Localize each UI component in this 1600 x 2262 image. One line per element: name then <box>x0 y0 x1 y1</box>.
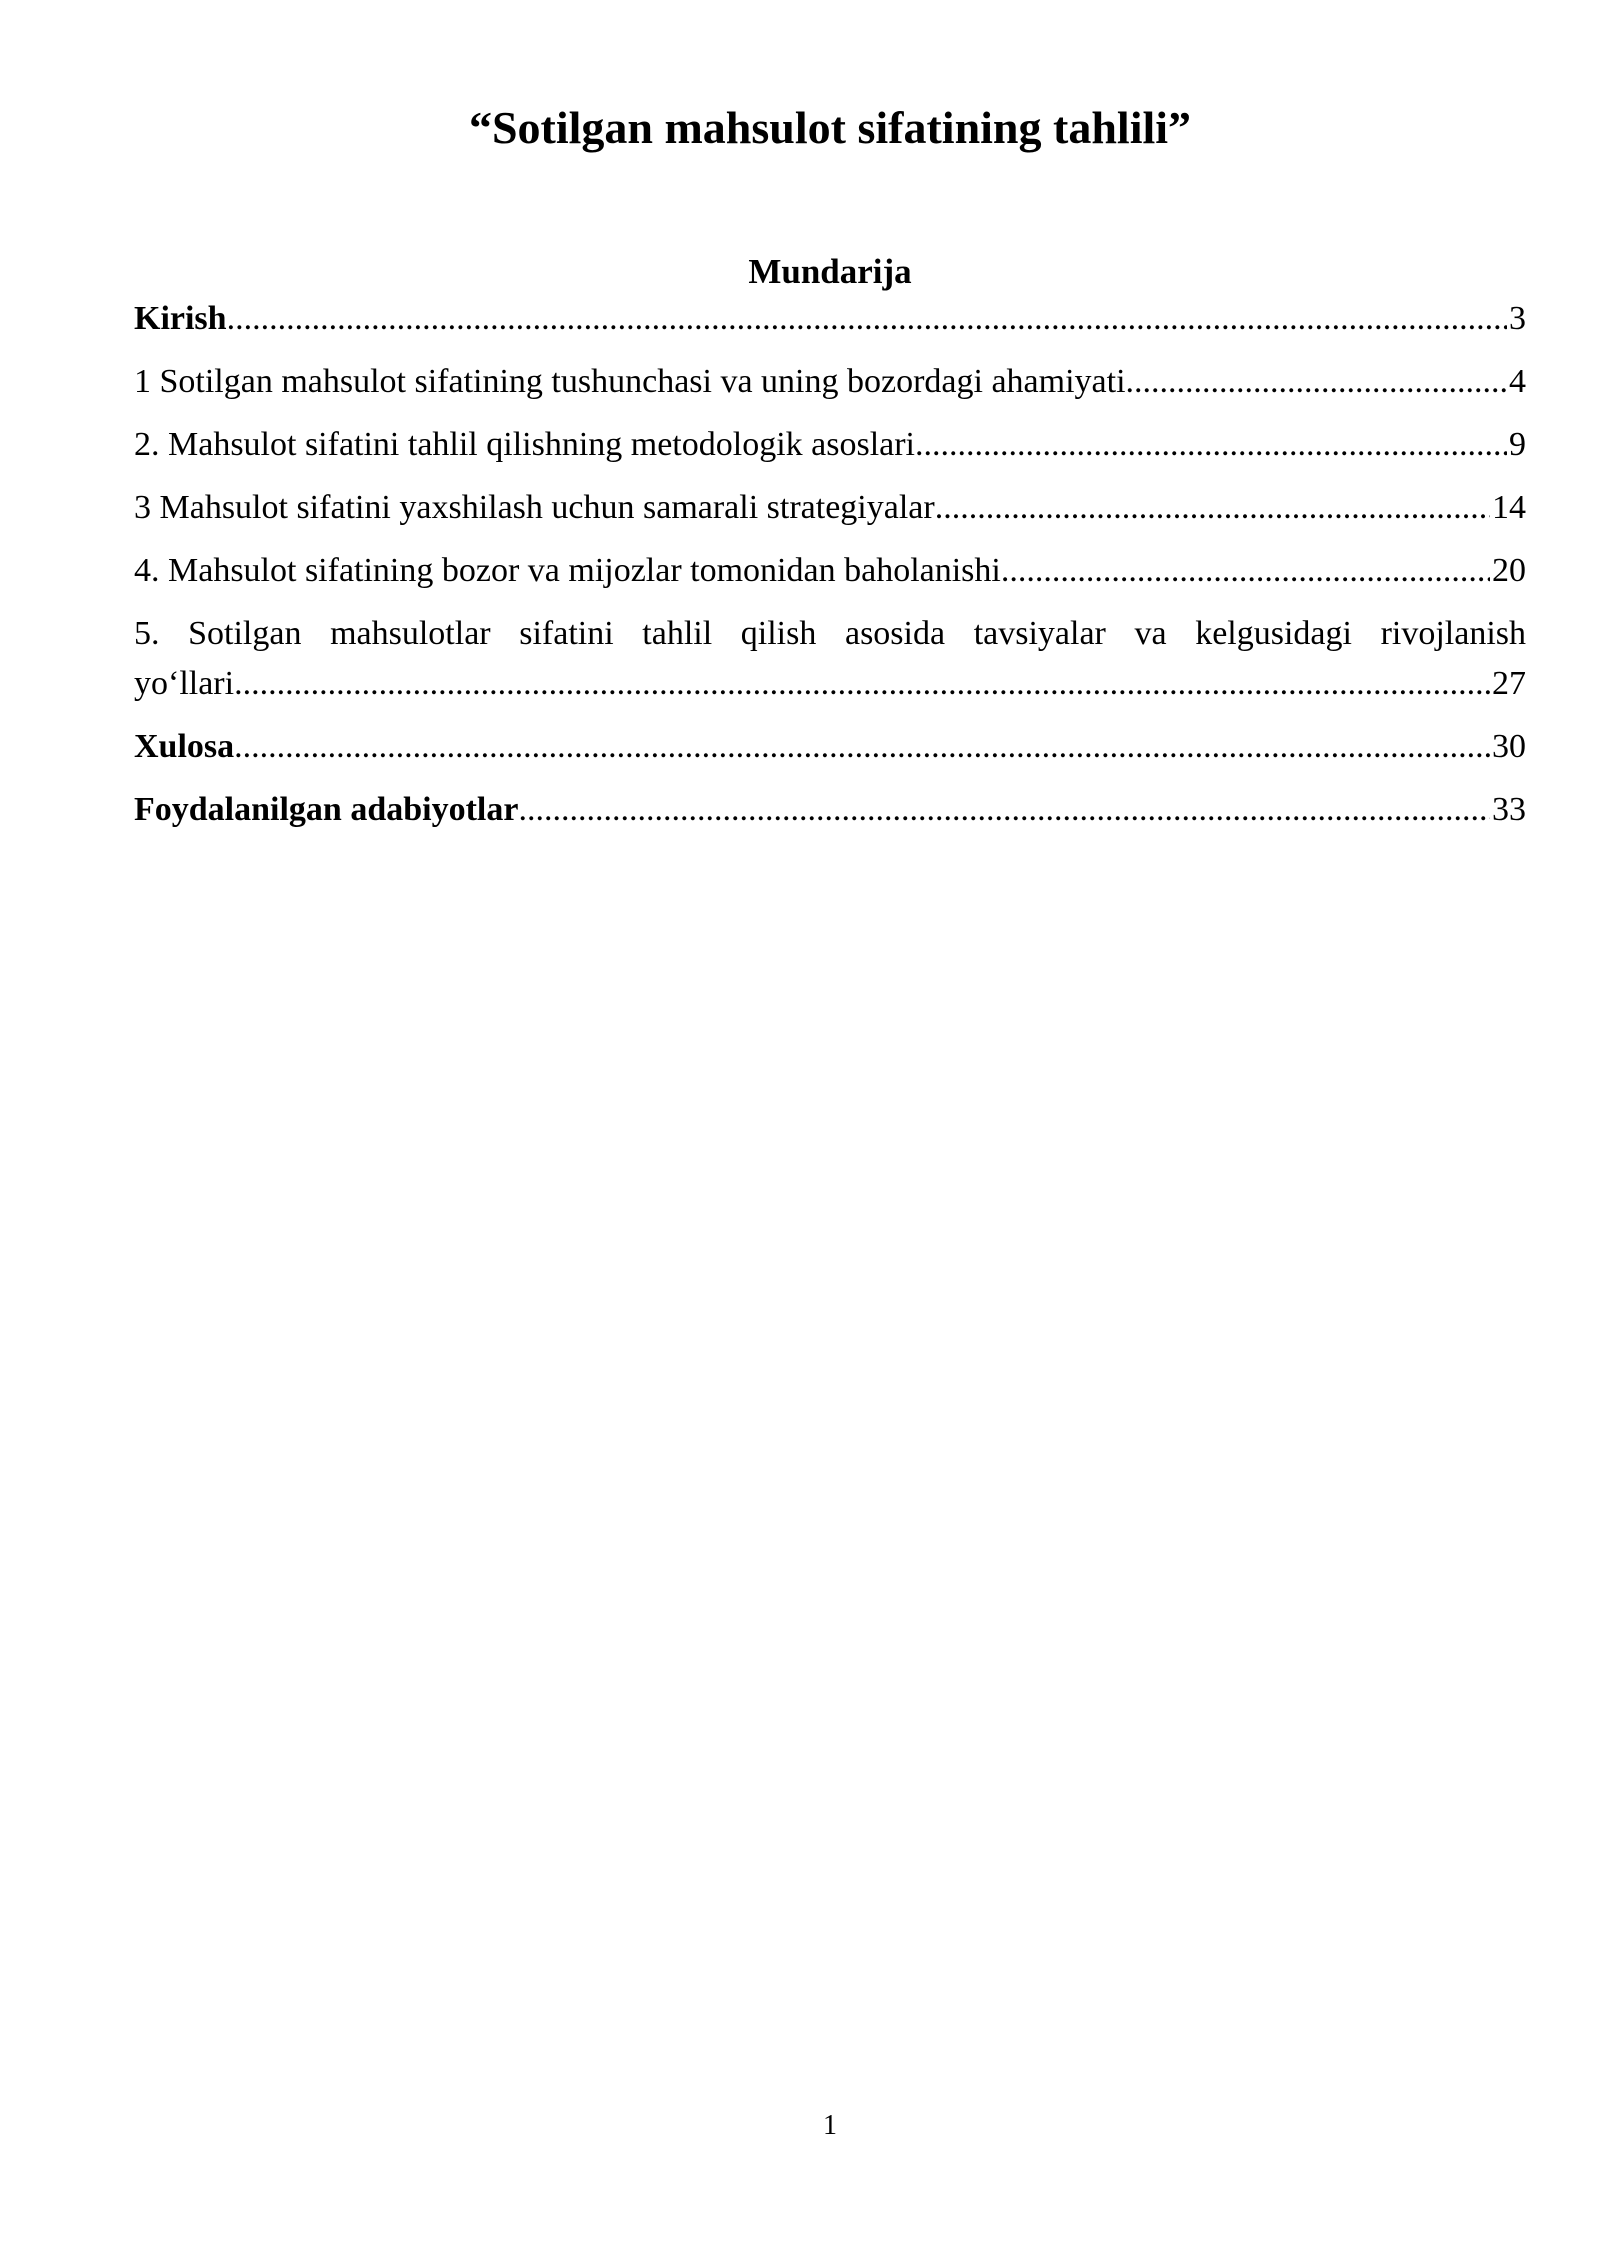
toc-entry-label: 4. Mahsulot sifatining bozor va mijozlar tomonidan baholanishi <box>134 552 1001 589</box>
page-number: 1 <box>823 2110 837 2141</box>
toc-entry-page: 20 <box>1492 552 1526 589</box>
toc-leader-dots <box>518 785 1490 835</box>
toc-entry-references[interactable] <box>134 785 1526 835</box>
toc-entry-page: 9 <box>1509 426 1526 463</box>
toc-entry-xulosa[interactable] <box>134 722 1526 772</box>
toc-entry-label-line1: 5. Sotilgan mahsulotlar sifatini tahlil qilish asosida tavsiyalar va kelgusidagi rivojlanish <box>134 615 1526 652</box>
toc-entry-label: 3 Mahsulot sifatini yaxshilash uchun samarali strategiyalar <box>134 489 935 526</box>
toc-entry-label: 2. Mahsulot sifatini tahlil qilishning metodologik asoslari <box>134 426 916 463</box>
toc-leader-dots <box>915 420 1507 470</box>
toc-entry-label: Xulosa <box>134 728 235 765</box>
toc-entry-chapter-1[interactable] <box>134 357 1526 407</box>
toc-entry-label: 1 Sotilgan mahsulot sifatining tushunchasi va uning bozordagi ahamiyati <box>134 363 1126 400</box>
toc-leader-dots <box>935 483 1490 533</box>
toc-leader-dots <box>234 659 1490 709</box>
toc-entry-label: Kirish <box>134 300 227 337</box>
toc-entry-page: 14 <box>1492 489 1526 526</box>
toc-entry-kirish[interactable] <box>134 294 1526 344</box>
table-of-contents <box>134 248 1526 848</box>
toc-entry-page: 3 <box>1509 300 1526 337</box>
toc-list <box>134 294 1526 835</box>
toc-leader-dots <box>227 294 1507 344</box>
toc-entry-chapter-3[interactable] <box>134 483 1526 533</box>
document-title: “Sotilgan mahsulot sifatining tahlili” <box>468 102 1192 153</box>
toc-entry-label: Foydalanilgan adabiyotlar <box>134 791 519 828</box>
toc-leader-dots <box>234 722 1490 772</box>
toc-entry-chapter-4[interactable] <box>134 546 1526 596</box>
toc-entry-chapter-5[interactable] <box>134 609 1526 709</box>
toc-leader-dots <box>1001 546 1490 596</box>
toc-entry-chapter-2[interactable] <box>134 420 1526 470</box>
toc-entry-page: 33 <box>1492 791 1526 828</box>
toc-entry-page: 4 <box>1509 363 1526 400</box>
toc-leader-dots <box>1126 357 1507 407</box>
toc-entry-label-line2: yo‘llari <box>134 665 235 702</box>
toc-heading: Mundarija <box>748 252 912 291</box>
toc-entry-page: 27 <box>1492 665 1526 702</box>
toc-entry-page: 30 <box>1492 728 1526 765</box>
